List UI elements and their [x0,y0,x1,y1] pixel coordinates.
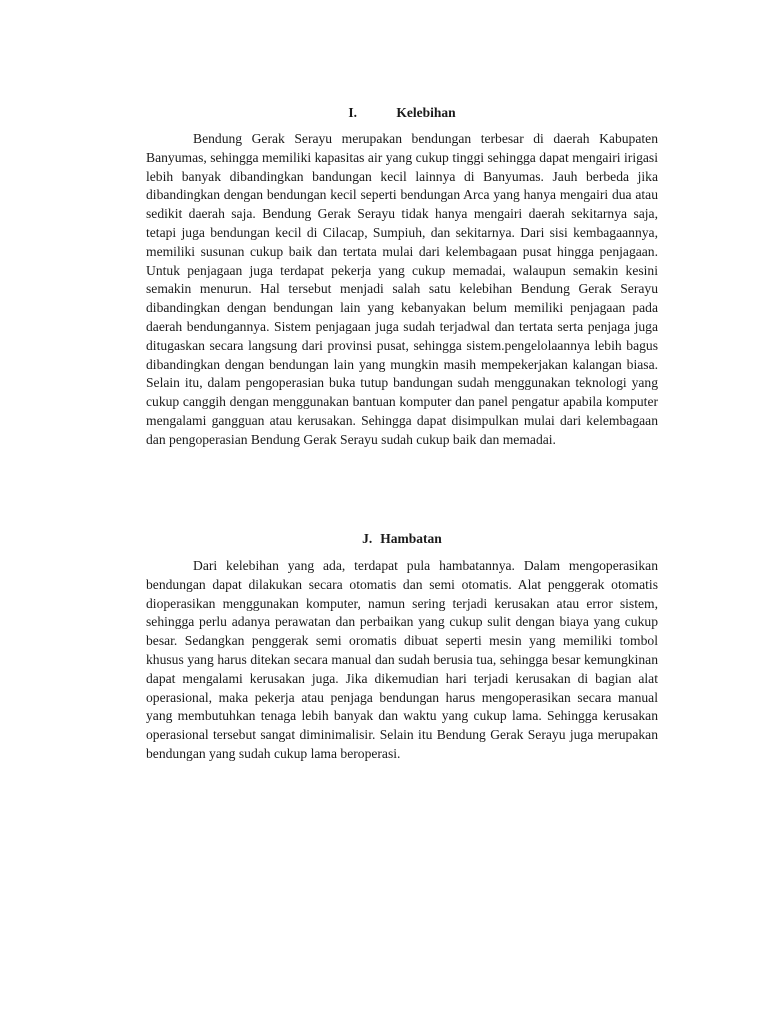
section-title: Hambatan [380,531,442,546]
section-heading-hambatan [146,530,658,548]
section-number: I. [348,105,357,120]
section-paragraph-hambatan: Dari kelebihan yang ada, terdapat pula hambatannya. Dalam mengoperasikan bendungan dapat dilakukan secara otomatis dan semi otomatis. Alat penggerak otomatis dioperasikan menggunakan komputer, namun sering terjadi kerusakan atau error sistem, sehingga perlu adanya perawatan dan perbaikan yang cukup sulit dengan biaya yang cukup besar. Sedangkan penggerak semi oromatis dibuat seperti mesin yang memiliki tombol khusus yang harus ditekan secara manual dan sudah berusia tua, sehingga besar kemungkinan dapat mengalami kerusakan juga. Jika dikemudian hari terjadi kerusakan di bagian alat operasional, maka pekerja atau penjaga bendungan harus mengoperasikan secara manual yang membutuhkan tenaga lebih banyak dan waktu yang cukup lama. Sehingga kerusakan operasional tersebut sangat diminimalisir. Selain itu Bendung Gerak Serayu juga merupakan bendungan yang sudah cukup lama beroperasi. [146,558,658,761]
section-paragraph-kelebihan: Bendung Gerak Serayu merupakan bendungan terbesar di daerah Kabupaten Banyumas, sehingga memiliki kapasitas air yang cukup tinggi sehingga dapat mengairi irigasi lebih banyak dibandingkan bandungan kecil lainnya di Banyumas. Jauh berbeda jika dibandingkan dengan bendungan kecil seperti bendungan Arca yang hanya mengairi dua atau sedikit daerah saja. Bendung Gerak Serayu tidak hanya mengairi daerah sekitarnya saja, tetapi juga bendungan kecil di Cilacap, Sumpiuh, dan sekitarnya. Dari sisi kembagaannya, memiliki susunan cukup baik dan tertata mulai dari kelembagaan pusat hingga penjagaan. Untuk penjagaan juga terdapat pekerja yang cukup memadai, walaupun semakin kesini semakin menurun. Hal tersebut menjadi salah satu kelebihan Bendung Gerak Serayu dibandingkan dengan bendungan lain yang kebanyakan belum memiliki penjagaan pada daerah bendungannya. Sistem penjagaan juga sudah terjadwal dan tertata serta penjaga juga ditugaskan secara langsung dari provinsi pusat, sehingga sistem.pengelolaannya lebih bagus dibandingkan dengan bendungan lain yang mungkin masih mempekerjakan kalangan biasa. Selain itu, dalam pengoperasian buka tutup bandungan sudah menggunakan teknologi yang cukup canggih dengan menggunakan bantuan komputer dan panel pengatur apabila komputer mengalami gangguan atau kerusakan. Sehingga dapat disimpulkan mulai dari kelembagaan dan pengoperasian Bendung Gerak Serayu sudah cukup baik dan memadai. [146,131,658,447]
section-heading-kelebihan [146,104,658,122]
section-number: J. [362,531,373,546]
section-title: Kelebihan [396,105,456,120]
